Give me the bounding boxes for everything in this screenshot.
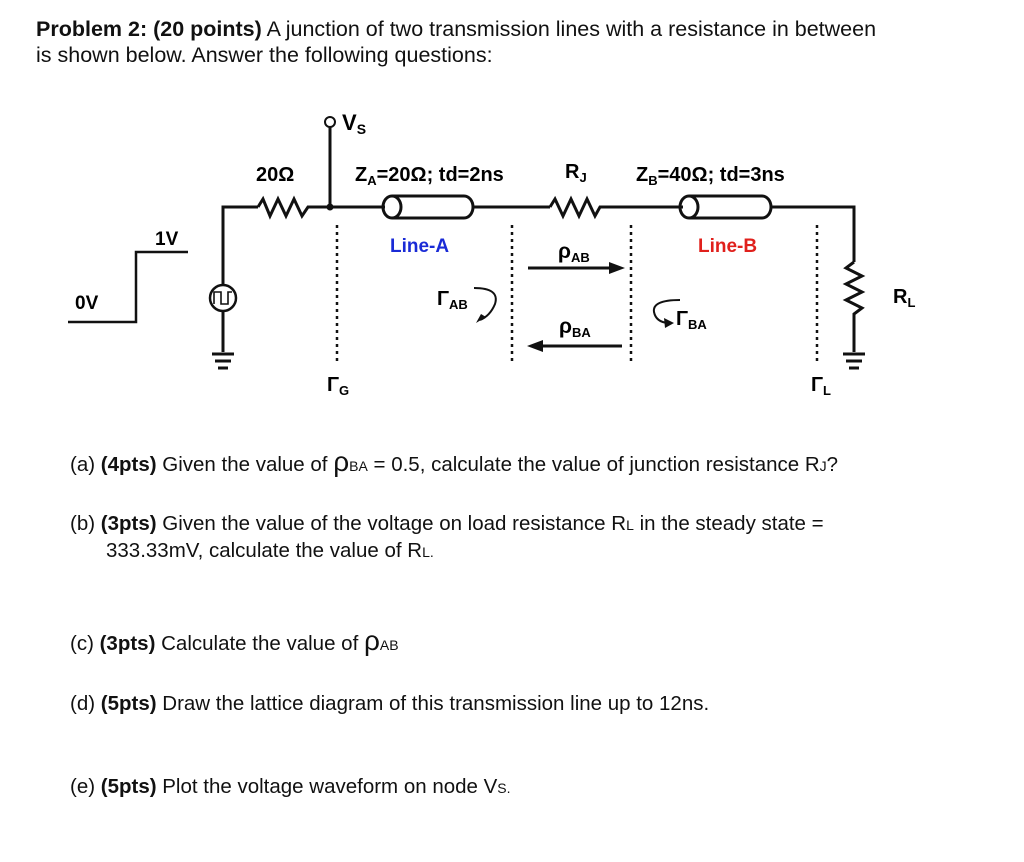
line-a-cylinder [383, 196, 473, 218]
gamma-ab-label: $\Gamma_{AB}$ [437, 288, 468, 312]
problem-text-1: A junction of two transmission lines with a resistance in between [261, 17, 877, 41]
question-e-pts: (5pts) [100, 775, 157, 798]
zb-label: $Z_B=40\Omega$; td=3ns [636, 164, 785, 188]
line-a-label: Line-A [390, 236, 450, 257]
arrow-left-icon [527, 340, 622, 352]
load-resistor [846, 262, 862, 352]
source-wire [223, 207, 258, 285]
question-b: (b) (3pts) Given the value of the voltage on load resistance RL in the steady state = 333.33mV, calculate the value of RL. [70, 512, 824, 562]
ground-icon [843, 354, 865, 368]
question-c: (c) (3pts) Calculate the value of ρAB [70, 625, 399, 656]
question-c-pts: (3pts) [99, 632, 156, 655]
rl-label: $R_L$ [893, 286, 916, 310]
question-d-label: (d) [70, 692, 101, 715]
line-b-cylinder [680, 196, 771, 218]
question-e-label: (e) [70, 775, 101, 798]
za-label: $Z_A=20\Omega$; td=2ns [355, 164, 504, 188]
question-d-pts: (5pts) [100, 692, 157, 715]
rho-symbol: ρ [333, 446, 350, 477]
gamma-ba-label: $\Gamma_{BA}$ [676, 308, 707, 332]
step-high-label: 1V [155, 229, 179, 250]
pulse-source-icon [210, 285, 236, 311]
problem-label: Problem 2: (20 points) [36, 17, 262, 41]
source-resistor-label: 20Ω [256, 164, 295, 186]
rho-symbol: ρ [363, 625, 380, 656]
question-c-label: (c) [70, 632, 100, 655]
question-b-label: (b) [70, 512, 101, 535]
step-low-label: 0V [75, 293, 99, 314]
question-d: (d) (5pts) Draw the lattice diagram of this transmission line up to 12ns. [70, 692, 710, 715]
question-a-pts: (4pts) [100, 453, 157, 476]
ground-icon [212, 354, 234, 368]
question-a-label: (a) [70, 453, 101, 476]
problem-text-2: is shown below. Answer the following questions: [36, 43, 493, 67]
gamma-g-label: $\Gamma_G$ [327, 374, 350, 398]
vs-node-circle [325, 117, 335, 127]
source-resistor [258, 199, 330, 216]
question-a: (a) (4pts) Given the value of ρBA = 0.5, calculate the value of junction resistance RJ? [70, 446, 839, 477]
curved-arrow-ab-icon [474, 288, 496, 323]
gamma-l-label: $\Gamma_L$ [811, 374, 831, 398]
junction-resistor [550, 199, 683, 216]
rho-ba-label: ρBA [559, 315, 591, 340]
question-e: (e) (5pts) Plot the voltage waveform on node VS. [70, 775, 511, 798]
vs-label: VS [342, 110, 367, 137]
question-b-pts: (3pts) [100, 512, 157, 535]
line-b-label: Line-B [698, 236, 758, 257]
rho-ab-label: ρAB [558, 240, 590, 265]
rj-label: $R_J$ [565, 161, 587, 185]
